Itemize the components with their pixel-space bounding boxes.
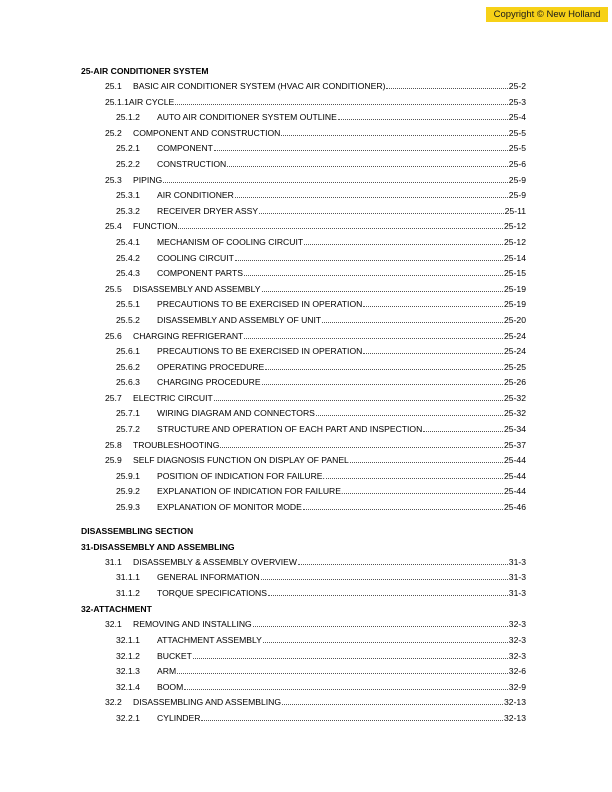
- toc-entry-page: 25-12: [504, 221, 526, 232]
- toc-entry-title: ATTACHMENT ASSEMBLY: [157, 635, 262, 645]
- toc-entry-number: 25.4.2: [116, 252, 140, 263]
- toc-entry-title: REMOVING AND INSTALLING: [133, 619, 252, 630]
- toc-entry-number: 31.1.2: [116, 587, 140, 598]
- dot-leader: [227, 165, 508, 167]
- toc-entry-number: 25.5.2: [116, 314, 140, 325]
- dot-leader: [363, 352, 503, 354]
- dot-leader: [344, 492, 503, 494]
- dot-leader: [244, 337, 503, 339]
- toc-entry-page: 25-9: [508, 174, 526, 185]
- toc-entry-number: 32.1.2: [116, 650, 140, 661]
- toc-entry[interactable]: [81, 633, 526, 649]
- toc-entry-number: 25.5: [105, 283, 122, 294]
- dot-leader: [298, 563, 508, 565]
- toc-entry-number: 25.6.2: [116, 361, 140, 372]
- toc-entry-number: 25.2.2: [116, 158, 140, 169]
- toc-entry-title: BUCKET: [157, 650, 192, 661]
- toc-entry[interactable]: [81, 79, 526, 95]
- toc-entry[interactable]: [81, 266, 526, 282]
- toc-entry[interactable]: [81, 344, 526, 360]
- dot-leader: [259, 212, 504, 214]
- toc-entry-number: 25.1: [105, 81, 122, 91]
- toc-entry-page: 25-12: [504, 236, 526, 247]
- dot-leader: [220, 446, 503, 448]
- dot-leader: [184, 688, 508, 690]
- toc-entry-page: 32-3: [508, 650, 526, 661]
- dot-leader: [363, 305, 503, 307]
- toc-entry[interactable]: [81, 438, 526, 454]
- toc-entry[interactable]: [81, 617, 526, 633]
- toc-entry-title: TORQUE SPECIFICATIONS: [157, 587, 267, 598]
- toc-entry-page: 25-20: [504, 314, 526, 325]
- toc-entry-page: 25-44: [504, 486, 526, 497]
- toc-entry-title: GENERAL INFORMATION: [157, 572, 260, 583]
- toc-entry-number: 25.7: [105, 392, 122, 403]
- toc-entry-page: 32-3: [508, 619, 526, 630]
- toc-entry-title: WIRING DIAGRAM AND CONNECTORS: [157, 408, 315, 419]
- toc-entry[interactable]: [81, 95, 526, 111]
- toc-entry[interactable]: [81, 664, 526, 680]
- toc-entry-page: 31-3: [508, 572, 526, 583]
- toc-entry-title: CYLINDER: [157, 712, 201, 723]
- toc-entry[interactable]: [81, 157, 526, 173]
- toc-entry-number: 25.6.3: [116, 377, 140, 388]
- dot-leader: [282, 703, 503, 705]
- toc-entry[interactable]: [81, 329, 526, 345]
- dot-leader: [178, 227, 503, 229]
- toc-entry[interactable]: [81, 313, 526, 329]
- toc-entry-title: PRECAUTIONS TO BE EXERCISED IN OPERATION: [157, 299, 363, 310]
- dot-leader: [235, 259, 503, 261]
- dot-leader: [193, 657, 508, 659]
- toc-entry-page: 25-5: [508, 127, 526, 138]
- toc-entry-title: ARM: [157, 666, 177, 677]
- toc-entry-number: 25.3.1: [116, 190, 140, 201]
- toc-entry-page: 25-44: [504, 455, 526, 466]
- toc-entry-number: 25.8: [105, 439, 122, 450]
- toc-entry[interactable]: [81, 235, 526, 251]
- toc-entry-page: 25-9: [508, 190, 526, 201]
- toc-entry-number: 31.1: [105, 556, 122, 567]
- toc-entry[interactable]: [81, 110, 526, 126]
- toc-entry[interactable]: [81, 251, 526, 267]
- toc-entry[interactable]: [81, 469, 526, 485]
- toc-entry-title: FUNCTION: [133, 221, 178, 232]
- toc-entry[interactable]: [81, 126, 526, 142]
- toc-entry-number: 25.4.1: [116, 236, 140, 247]
- dot-leader: [326, 477, 503, 479]
- dot-leader: [423, 430, 503, 432]
- toc-entry[interactable]: [81, 695, 526, 711]
- toc-entry-page: 25-24: [504, 346, 526, 357]
- section-heading: 25-AIR CONDITIONER SYSTEM: [81, 66, 209, 76]
- toc-entry-title: POSITION OF INDICATION FOR FAILURE.: [157, 470, 325, 481]
- toc-entry[interactable]: [81, 453, 526, 469]
- toc-entry-number: 32.2.1: [116, 712, 140, 723]
- toc-entry-page: 25-11: [504, 205, 526, 216]
- toc-entry-title: AIR CONDITIONER: [157, 190, 234, 201]
- toc-entry-page: 25-37: [504, 439, 526, 450]
- dot-leader: [261, 578, 508, 580]
- dot-leader: [322, 321, 503, 323]
- toc-entry-number: 25.6: [105, 330, 122, 341]
- toc-entry[interactable]: [81, 188, 526, 204]
- toc-entry-title: TROUBLESHOOTING: [133, 439, 220, 450]
- toc-entry-title: PIPING: [133, 174, 163, 185]
- dot-leader: [350, 461, 503, 463]
- toc-entry-title: BASIC AIR CONDITIONER SYSTEM (HVAC AIR CONDITIONER): [133, 81, 386, 91]
- toc-entry-number: 25.7.1: [116, 408, 140, 419]
- dot-leader: [201, 719, 503, 721]
- toc-entry[interactable]: [81, 680, 526, 696]
- dot-leader: [253, 625, 508, 627]
- toc-entry-page: 32-6: [508, 666, 526, 677]
- toc-entry-number: 25.7.2: [116, 424, 140, 435]
- dot-leader: [214, 149, 508, 151]
- toc-entry[interactable]: [81, 141, 526, 157]
- toc-entry-number: 32.1.1: [116, 635, 140, 645]
- toc-entry-title: CHARGING REFRIGERANT: [133, 330, 244, 341]
- toc-entry-page: 25-4: [508, 112, 526, 123]
- toc-entry-page: 25-44: [504, 470, 526, 481]
- dot-leader: [268, 594, 508, 596]
- toc-entry-page: 25-24: [504, 330, 526, 341]
- toc-entry-number: 25.9.1: [116, 470, 140, 481]
- toc-entry-page: 32-9: [508, 681, 526, 692]
- dot-leader: [175, 103, 508, 105]
- toc-entry-number: 32.2: [105, 697, 122, 708]
- toc-entry-title: CONSTRUCTION: [157, 158, 227, 169]
- toc-entry-page: 25-14: [504, 252, 526, 263]
- toc-entry-number: 32.1.3: [116, 666, 140, 677]
- toc-entry[interactable]: [81, 586, 526, 602]
- dot-leader: [214, 399, 503, 401]
- toc-entry-title: DISASSEMBLY AND ASSEMBLY: [133, 283, 261, 294]
- toc-entry-title: DISASSEMBLY & ASSEMBLY OVERVIEW: [133, 556, 297, 567]
- dot-leader: [262, 290, 503, 292]
- toc-entry-number: 25.4.3: [116, 268, 140, 279]
- toc-entry-title: AUTO AIR CONDITIONER SYSTEM OUTLINE: [157, 112, 337, 123]
- toc-entry-number: 25.4: [105, 221, 122, 232]
- toc-entry-title: COOLING CIRCUIT: [157, 252, 234, 263]
- toc-entry[interactable]: [81, 282, 526, 298]
- toc-entry-page: 25-5: [508, 143, 526, 154]
- toc-entry[interactable]: [81, 406, 526, 422]
- toc-entry-page: 25-19: [504, 299, 526, 310]
- table-of-contents: [81, 63, 526, 727]
- toc-entry-number: 32.1: [105, 619, 122, 630]
- toc-entry-title: EXPLANATION OF INDICATION FOR FAILURE.: [157, 486, 344, 497]
- dot-leader: [177, 672, 508, 674]
- toc-entry-page: 25-19: [504, 283, 526, 294]
- toc-entry[interactable]: [81, 484, 526, 500]
- toc-entry-page: 31-3: [508, 556, 526, 567]
- toc-entry-number: 31.1.1: [116, 572, 140, 583]
- toc-entry[interactable]: [81, 204, 526, 220]
- section-heading: 32-ATTACHMENT: [81, 604, 152, 615]
- toc-entry-number: 25.3.2: [116, 205, 140, 216]
- toc-entry-title: DISASSEMBLY AND ASSEMBLY OF UNIT: [157, 314, 322, 325]
- toc-entry-number: 25.2.1: [116, 143, 140, 154]
- toc-entry-page: 25-46: [504, 502, 526, 513]
- toc-entry-page: 25-6: [508, 158, 526, 169]
- toc-entry-title: MECHANISM OF COOLING CIRCUIT: [157, 236, 304, 247]
- section-heading: 31-DISASSEMBLY AND ASSEMBLING: [81, 541, 235, 552]
- dot-leader: [244, 274, 503, 276]
- toc-entry-page: 25-2: [508, 81, 526, 91]
- toc-entry[interactable]: [81, 570, 526, 586]
- toc-entry-title: DISASSEMBLING AND ASSEMBLING: [133, 697, 282, 708]
- toc-entry-title: SELF DIAGNOSIS FUNCTION ON DISPLAY OF PANEL: [133, 455, 349, 466]
- toc-entry-title: BOOM: [157, 681, 184, 692]
- toc-entry-number: 25.9: [105, 455, 122, 466]
- toc-entry-number: 25.2: [105, 127, 122, 138]
- toc-entry-page: 25-15: [504, 268, 526, 279]
- toc-entry-page: 32-13: [504, 697, 526, 708]
- toc-entry-number: 25.1.2: [116, 112, 140, 123]
- dot-leader: [386, 87, 507, 89]
- toc-entry[interactable]: [81, 391, 526, 407]
- toc-entry-title: COMPONENT: [157, 143, 213, 154]
- dot-leader: [304, 243, 503, 245]
- section-heading: DISASSEMBLING SECTION: [81, 525, 194, 536]
- dot-leader: [281, 134, 507, 136]
- toc-entry-title: AIR CYCLE: [128, 96, 175, 107]
- copyright-banner: Copyright © New Holland: [486, 7, 608, 22]
- toc-entry-number: 32.1.4: [116, 681, 140, 692]
- toc-entry-title: RECEIVER DRYER ASSY: [157, 205, 259, 216]
- toc-entry-page: 31-3: [508, 587, 526, 598]
- toc-entry-page: 32-3: [508, 635, 526, 645]
- toc-entry-page: 32-13: [504, 712, 526, 723]
- toc-entry[interactable]: [81, 555, 526, 571]
- dot-leader: [163, 181, 508, 183]
- toc-entry-page: 25-32: [504, 392, 526, 403]
- dot-leader: [316, 414, 503, 416]
- toc-entry-title: PRECAUTIONS TO BE EXERCISED IN OPERATION: [157, 346, 363, 357]
- toc-entry[interactable]: [81, 422, 526, 438]
- dot-leader: [262, 383, 503, 385]
- dot-leader: [265, 368, 503, 370]
- toc-entry-page: 25-34: [504, 424, 526, 435]
- toc-entry-number: 25.9.2: [116, 486, 140, 497]
- toc-entry-page: 25-32: [504, 408, 526, 419]
- toc-entry[interactable]: [81, 649, 526, 665]
- dot-leader: [263, 641, 508, 643]
- toc-entry[interactable]: [81, 360, 526, 376]
- toc-entry-title: EXPLANATION OF MONITOR MODE: [157, 502, 302, 513]
- toc-entry[interactable]: [81, 500, 526, 516]
- toc-entry-title: COMPONENT AND CONSTRUCTION: [133, 127, 281, 138]
- toc-entry-title: OPERATING PROCEDURE: [157, 361, 265, 372]
- toc-entry-title: CHARGING PROCEDURE: [157, 377, 261, 388]
- toc-entry-number: 25.9.3: [116, 502, 140, 513]
- toc-entry[interactable]: [81, 711, 526, 727]
- toc-entry-number: 25.6.1: [116, 346, 140, 357]
- toc-entry[interactable]: [81, 219, 526, 235]
- toc-entry-title: ELECTRIC CIRCUIT: [133, 392, 213, 403]
- toc-entry-page: 25-25: [504, 361, 526, 372]
- toc-entry-number: 25.5.1: [116, 299, 140, 310]
- toc-entry[interactable]: [81, 297, 526, 313]
- dot-leader: [303, 508, 503, 510]
- toc-entry-page: 25-3: [508, 96, 526, 107]
- toc-entry-page: 25-26: [504, 377, 526, 388]
- dot-leader: [235, 196, 508, 198]
- toc-entry-number: 25.3: [105, 174, 122, 185]
- toc-entry-number: 25.1.1: [105, 96, 129, 107]
- toc-entry-title: STRUCTURE AND OPERATION OF EACH PART AND INSPECTION: [157, 424, 423, 435]
- dot-leader: [338, 118, 508, 120]
- toc-entry-title: COMPONENT PARTS: [157, 268, 243, 279]
- toc-entry[interactable]: [81, 375, 526, 391]
- toc-entry[interactable]: [81, 173, 526, 189]
